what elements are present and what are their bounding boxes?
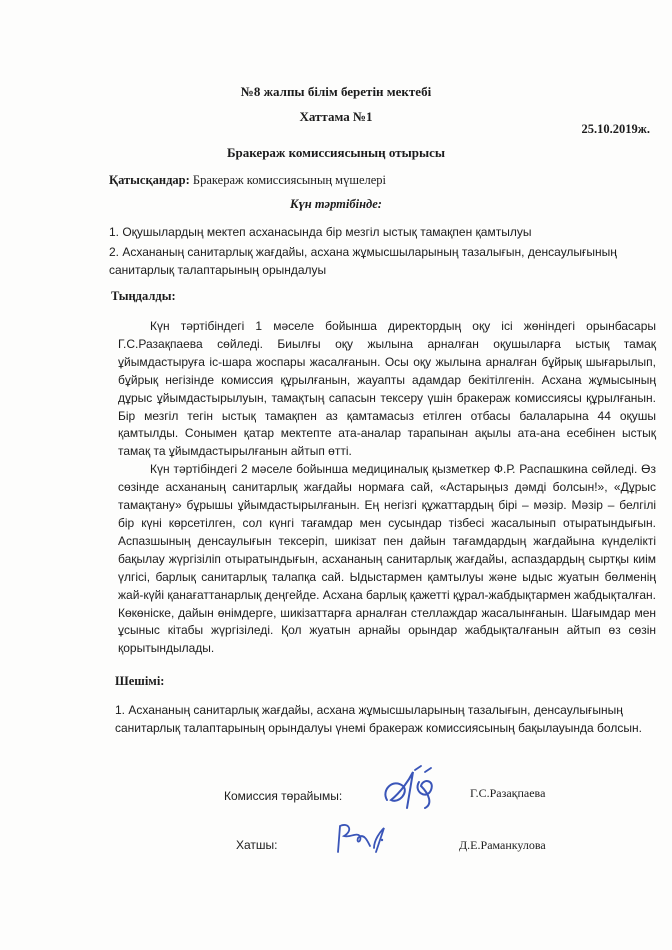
heard-heading: Тыңдалды: [111, 289, 176, 303]
secretary-signature [330, 818, 390, 863]
secretary-label: Хатшы: [236, 838, 278, 852]
protocol-number: Хаттама №1 [299, 109, 373, 124]
heard-paragraph: Күн тәртібіндегі 1 мәселе бойынша директордың оқу ісі жөніндегі орынбасары Г.С.Разақпаева сөйледі. Биылғы оқу жылына арналған оқушыларға ыстық тамақ ұйымдастыруға іс-шара жоспары жасалғанын. Осы оқу жылына арналған бұйрық шығарылып, бұйрық негізінде комиссия құрылғанын, жауапты адамдар бекітілгенін. Асхана жұмысының дұрыс ұйымдастырылуын, тамақтың сапасын тексеру үшін бракераж комиссиясы құрылғанын. Бір мезгіл тегін ыстық тамақпен аз қамтамасыз етілген отбасы балаларына 44 оқушы қамтылды. Сонымен қатар мектепте ата-аналар тарапынан ақылы ата-ана есебінен ыстық тамақ та ұйымдастырылғанын айтып өтті. [118, 319, 656, 459]
agenda-heading: Күн тәртібінде: [290, 197, 382, 211]
meeting-title: Бракераж комиссиясының отырысы [226, 145, 446, 160]
chair-signature [375, 760, 455, 821]
participants-label: Қатысқандар: [109, 173, 190, 187]
heard-paragraph: Күн тәртібіндегі 2 мәселе бойынша медициналық қызметкер Ф.Р. Распашкина сөйледі. Өз сөзінде асхананың санитарлық жағдайы нормаға сай, «Астарыңыз дәмді болсын!», «Дұрыс тамақтану» бұрышы ұйымдастырылғанын. Ең негізгі құжаттардың бірі – мәзір. Мәзір – белгілі бір күні көрсетілген, сол күнгі тағамдар мен сусындар тізбесі жасалынып отыратындығын. Аспазшының денсаулығын тексеріп, шикізат пен дайын тағамдардың жағдайына күнделікті бақылау жүргізіліп отыратындығын, асхананың санитарлық жағдайы, аспаздардың сыртқы киім үлгісі, барлық санитарлық талапқа сай. Ыдыстармен қамтылуы және ыдыс жуатын бөлменің жай-күйі қанағаттанарлық деңгейде. Асхана барлық қажетті құрал-жабдықтармен жабдықталған. Көкөніске, дайын өнімдерге, шикізаттарға арналған стеллаждар жасалынғанын. Шағымдар мен ұсыныс кітабы жүргізіледі. Қол жуатын арнайы орындар жабдықталғанын айтып өз сөзін қорытындылады. [118, 462, 657, 656]
agenda-list [109, 223, 665, 281]
secretary-name: Д.Е.Раманкулова [459, 838, 546, 852]
protocol-date: 25.10.2019ж. [581, 122, 650, 136]
heard-body [118, 318, 656, 658]
participants-value: Бракераж комиссиясының мүшелері [189, 173, 387, 187]
participants-line [109, 173, 386, 188]
chair-name: Г.С.Разақпаева [470, 786, 546, 800]
agenda-item: 1. Оқушылардың мектеп асханасында бір мезгіл ыстық тамақпен қамтылуы [109, 225, 532, 239]
decision-heading: Шешімі: [115, 674, 165, 688]
chair-label: Комиссия төрайымы: [224, 789, 343, 803]
agenda-item: 2. Асхананың санитарлық жағдайы, асхана жұмысшыларының тазалығын, денсаулығының санитарлық талаптарының орындалуы [109, 245, 617, 277]
school-title: №8 жалпы білім беретін мектебі [240, 84, 432, 99]
decision-text: 1. Асхананың санитарлық жағдайы, асхана жұмысшыларының тазалығын, денсаулығының санитарлық талаптарының орындалуы үнемі бракераж комиссиясының бақылауында болсын. [115, 703, 642, 735]
